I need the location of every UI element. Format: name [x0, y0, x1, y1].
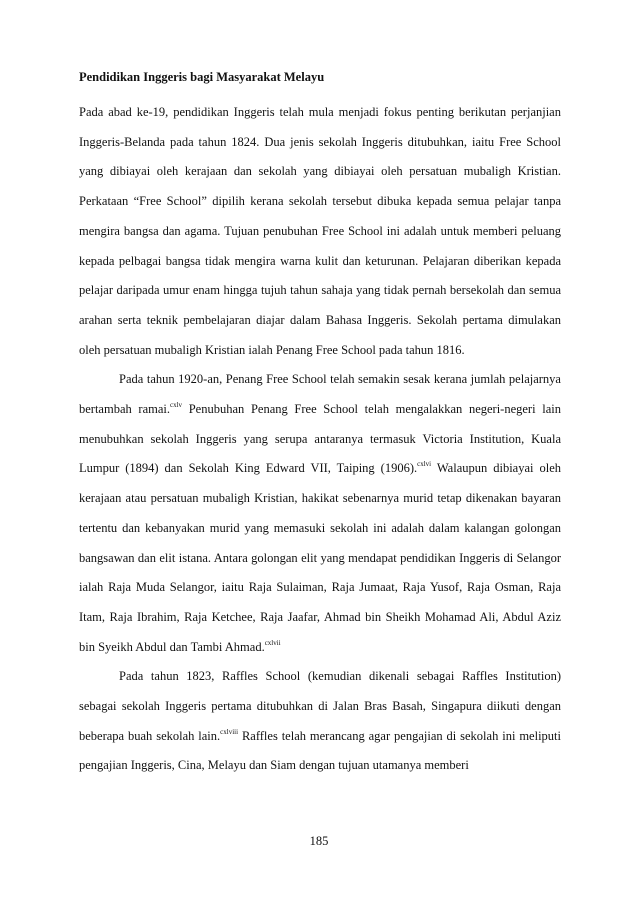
body-text: [79, 98, 561, 781]
page-number: 185: [309, 834, 329, 848]
paragraph-1: [79, 98, 561, 365]
footnote-marker: cxlviii: [220, 727, 239, 736]
text-run: Pada abad ke-19, pendidikan Inggeris telah mula menjadi fokus penting berikutan perjanjian Inggeris-Belanda pada tahun 1824. Dua jenis sekolah Inggeris ditubuhkan, iaitu Free School yang dibiayai oleh kerajaan dan sekolah yang dibiayai oleh persatuan mubaligh Kristian. Perkataan “Free School” dipilih kerana sekolah tersebut dibuka kepada semua pelajar tanpa mengira bangsa dan agama. Tujuan penubuhan Free School ini adalah untuk memberi peluang kepada pelbagai bangsa tidak mengira warna kulit dan keturunan. Pelajaran diberikan kepada pelajar daripada umur enam hingga tujuh tahun sahaja yang tidak pernah bersekolah dan semua arahan serta teknik pembelajaran diajar dalam Bahasa Inggeris. Sekolah pertama dimulakan oleh persatuan mubaligh Kristian ialah Penang Free School pada tahun 1816.: [79, 105, 561, 357]
footnote-marker: cxlvi: [417, 460, 432, 469]
text-run: Raffles telah merancang agar pengajian di sekolah ini meliputi pengajian Inggeris, Cina, Melayu dan Siam dengan tujuan utamanya memberi: [79, 728, 561, 773]
text-run: Penubuhan Penang Free School telah mengalakkan negeri-negeri lain menubuhkan sekolah Inggeris yang serupa antaranya termasuk Victoria Institution, Kuala Lumpur (1894) dan Sekolah King Edward VII, Taiping (1906).: [79, 402, 561, 476]
section-heading: Pendidikan Inggeris bagi Masyarakat Melayu: [79, 70, 325, 84]
paragraph-2: [79, 365, 561, 662]
footnote-marker: cxlv: [170, 401, 183, 410]
text-run: Pada tahun 1920-an, Penang Free School telah semakin sesak kerana jumlah pelajarnya bertambah ramai.: [79, 372, 561, 417]
text-run: Walaupun dibiayai oleh kerajaan atau persatuan mubaligh Kristian, hakikat sebenarnya murid tetap dikenakan bayaran tertentu dan kebanyakan murid yang memasuki sekolah ini adalah dalam kalangan golongan bangsawan dan elit istana. Antara golongan elit yang mendapat pendidikan Inggeris di Selangor ialah Raja Muda Selangor, iaitu Raja Sulaiman, Raja Jumaat, Raja Yusof, Raja Osman, Raja Itam, Raja Ibrahim, Raja Ketchee, Raja Jaafar, Ahmad bin Sheikh Mohamad Ali, Abdul Aziz bin Syeikh Abdul dan Tambi Ahmad.: [79, 461, 561, 654]
text-run: Pada tahun 1823, Raffles School (kemudian dikenali sebagai Raffles Institution) sebagai sekolah Inggeris pertama ditubuhkan di Jalan Bras Basah, Singapura diikuti dengan beberapa buah sekolah lain.: [79, 669, 561, 743]
paragraph-3: [79, 662, 561, 781]
footnote-marker: cxlvii: [264, 638, 281, 647]
